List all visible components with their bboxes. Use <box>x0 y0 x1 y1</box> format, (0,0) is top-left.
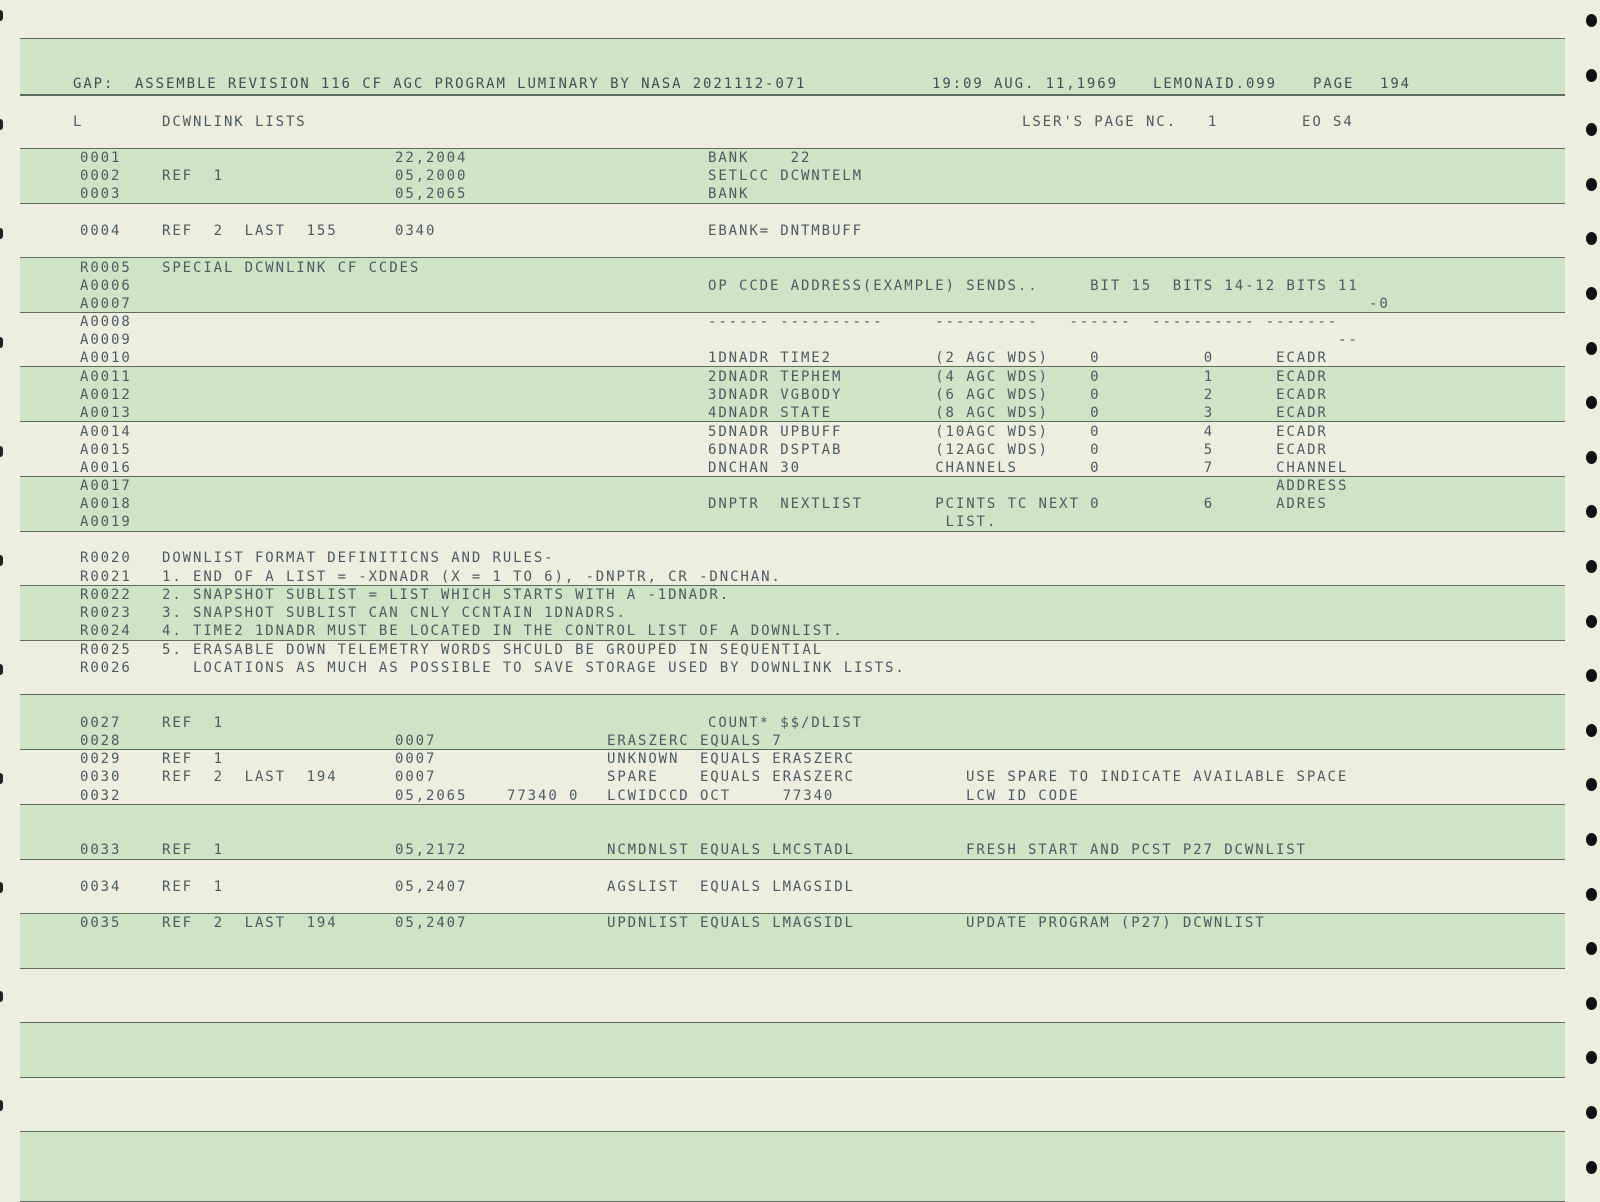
address: 0007 <box>395 769 437 785</box>
line-number: A0016 <box>80 460 132 476</box>
edge-mark-icon <box>0 882 3 893</box>
statement: 4DNADR STATE (8 AGC WDS) 0 3 ECADR <box>708 405 1328 421</box>
punch-hole-icon <box>1586 997 1597 1010</box>
line-number: A0015 <box>80 442 132 458</box>
ref-field: REF 1 <box>162 751 224 767</box>
header-title: GAP: ASSEMBLE REVISION 116 CF AGC PROGRAM LUMINARY BY NASA 2021112-071 <box>73 76 807 92</box>
line-number: A0018 <box>80 496 132 512</box>
statement: ERASZERC EQUALS 7 <box>607 733 783 749</box>
punch-hole-icon <box>1586 1051 1597 1064</box>
address: 05,2407 <box>395 915 468 931</box>
line-number: R0025 <box>80 642 132 658</box>
line-number: 0035 <box>80 915 122 931</box>
statement: ------ ---------- ---------- ------ ---------- ------- <box>708 314 1339 330</box>
line-number: A0009 <box>80 332 132 348</box>
line-number: A0019 <box>80 514 132 530</box>
line-number: 0034 <box>80 879 122 895</box>
punch-hole-icon <box>1586 615 1597 628</box>
rule-line <box>20 94 1565 95</box>
line-number: A0006 <box>80 278 132 294</box>
statement: 3DNADR VGBODY (6 AGC WDS) 0 2 ECADR <box>708 387 1328 403</box>
statement: 5DNADR UPBUFF (10AGC WDS) 0 4 ECADR <box>708 424 1328 440</box>
statement: -- <box>708 332 1359 348</box>
punch-hole-icon <box>1586 1106 1597 1119</box>
comment: FRESH START AND PCST P27 DCWNLIST <box>966 842 1307 858</box>
statement: SPARE EQUALS ERASZERC <box>607 769 855 785</box>
statement: 1DNADR TIME2 (2 AGC WDS) 0 0 ECADR <box>708 350 1328 366</box>
line-number: A0007 <box>80 296 132 312</box>
line-number: A0008 <box>80 314 132 330</box>
statement: OP CCDE ADDRESS(EXAMPLE) SENDS.. BIT 15 BITS 14-12 BITS 11 <box>708 278 1359 294</box>
ref-field: REF 1 <box>162 715 224 731</box>
statement: BANK 22 <box>708 150 812 166</box>
statement: LCWIDCCD OCT 77340 <box>607 788 835 804</box>
statement: UNKNOWN EQUALS ERASZERC <box>607 751 855 767</box>
punch-hole-icon <box>1586 396 1597 409</box>
comment: LCW ID CODE <box>966 788 1080 804</box>
ref-field: REF 1 <box>162 168 224 184</box>
address: 0340 <box>395 223 437 239</box>
statement: UPDNLIST EQUALS LMAGSIDL <box>607 915 855 931</box>
line-number: 0001 <box>80 150 122 166</box>
ref-field: 5. ERASABLE DOWN TELEMETRY WORDS SHCULD BE GROUPED IN SEQUENTIAL <box>162 642 824 658</box>
statement: SETLCC DCWNTELM <box>708 168 863 184</box>
punch-hole-icon <box>1586 942 1597 955</box>
address: 05,2407 <box>395 879 468 895</box>
line-number: 0002 <box>80 168 122 184</box>
line-number: 0027 <box>80 715 122 731</box>
subheader-code: L <box>73 114 84 130</box>
punch-hole-icon <box>1586 14 1597 27</box>
address: 05,2000 <box>395 168 468 184</box>
line-number: R0024 <box>80 623 132 639</box>
punch-hole-icon <box>1586 232 1597 245</box>
statement: AGSLIST EQUALS LMAGSIDL <box>607 879 855 895</box>
edge-mark-icon <box>0 228 3 239</box>
punch-hole-icon <box>1586 833 1597 846</box>
punch-hole-icon <box>1586 1161 1597 1174</box>
edge-mark-icon <box>0 337 3 348</box>
edge-mark-icon <box>0 446 3 457</box>
line-number: A0017 <box>80 478 132 494</box>
punch-hole-icon <box>1586 724 1597 737</box>
punch-hole-icon <box>1586 560 1597 573</box>
line-number: 0030 <box>80 769 122 785</box>
edge-mark-icon <box>0 555 3 566</box>
line-number: A0010 <box>80 350 132 366</box>
address: 05,2065 <box>395 186 468 202</box>
ref-field: 4. TIME2 1DNADR MUST BE LOCATED IN THE CONTROL LIST OF A DOWNLIST. <box>162 623 844 639</box>
ref-field: 3. SNAPSHOT SUBLIST CAN CNLY CCNTAIN 1DNADRS. <box>162 605 627 621</box>
green-band <box>20 1022 1565 1078</box>
edge-mark-icon <box>0 10 3 21</box>
statement: ADDRESS <box>708 478 1349 494</box>
punch-hole-icon <box>1586 451 1597 464</box>
object-code: 77340 0 <box>507 788 580 804</box>
ref-field: REF 1 <box>162 879 224 895</box>
edge-mark-icon <box>0 119 3 130</box>
line-number: 0004 <box>80 223 122 239</box>
statement: -0 <box>708 296 1390 312</box>
ref-field: LOCATIONS AS MUCH AS POSSIBLE TO SAVE STORAGE USED BY DOWNLINK LISTS. <box>162 660 906 676</box>
line-number: A0013 <box>80 405 132 421</box>
statement: 2DNADR TEPHEM (4 AGC WDS) 0 1 ECADR <box>708 369 1328 385</box>
punch-hole-icon <box>1586 287 1597 300</box>
edge-mark-icon <box>0 773 3 784</box>
line-number: R0021 <box>80 569 132 585</box>
statement: DNCHAN 30 CHANNELS 0 7 CHANNEL <box>708 460 1349 476</box>
punch-hole-icon <box>1586 69 1597 82</box>
line-number: R0023 <box>80 605 132 621</box>
punch-hole-icon <box>1586 123 1597 136</box>
punch-hole-icon <box>1586 778 1597 791</box>
line-number: A0011 <box>80 369 132 385</box>
address: 22,2004 <box>395 150 468 166</box>
statement: COUNT* $$/DLIST <box>708 715 863 731</box>
ref-field: REF 2 LAST 194 <box>162 915 338 931</box>
address: 0007 <box>395 733 437 749</box>
line-number: 0033 <box>80 842 122 858</box>
ref-field: 1. END OF A LIST = -XDNADR (X = 1 TO 6), -DNPTR, CR -DNCHAN. <box>162 569 782 585</box>
ref-field: SPECIAL DCWNLINK CF CCDES <box>162 260 421 276</box>
line-number: 0029 <box>80 751 122 767</box>
line-number: R0026 <box>80 660 132 676</box>
punch-hole-icon <box>1586 669 1597 682</box>
ref-field: 2. SNAPSHOT SUBLIST = LIST WHICH STARTS WITH A -1DNADR. <box>162 587 731 603</box>
line-number: R0005 <box>80 260 132 276</box>
address: 05,2172 <box>395 842 468 858</box>
ref-field: REF 2 LAST 155 <box>162 223 338 239</box>
line-number: R0020 <box>80 550 132 566</box>
line-number: 0032 <box>80 788 122 804</box>
edge-mark-icon <box>0 1100 3 1111</box>
address: 05,2065 <box>395 788 468 804</box>
edge-mark-icon <box>0 991 3 1002</box>
line-number: A0014 <box>80 424 132 440</box>
ref-field: DOWNLIST FORMAT DEFINITICNS AND RULES- <box>162 550 555 566</box>
statement: DNPTR NEXTLIST PCINTS TC NEXT 0 6 ADRES <box>708 496 1328 512</box>
user-page-number: LSER'S PAGE NC. 1 <box>1022 114 1219 130</box>
address: 0007 <box>395 751 437 767</box>
green-band <box>20 1131 1565 1202</box>
ref-field: REF 1 <box>162 842 224 858</box>
statement: EBANK= DNTMBUFF <box>708 223 863 239</box>
header-datetime: 19:09 AUG. 11,1969 <box>932 76 1118 92</box>
punch-hole-icon <box>1586 178 1597 191</box>
header-page-number: 194 <box>1380 76 1411 92</box>
comment: USE SPARE TO INDICATE AVAILABLE SPACE <box>966 769 1349 785</box>
line-number: R0022 <box>80 587 132 603</box>
line-number: A0012 <box>80 387 132 403</box>
ref-field: REF 2 LAST 194 <box>162 769 338 785</box>
edge-mark-icon <box>0 664 3 675</box>
punch-hole-icon <box>1586 888 1597 901</box>
header-page-label: PAGE <box>1313 76 1355 92</box>
line-number: 0003 <box>80 186 122 202</box>
punch-hole-icon <box>1586 505 1597 518</box>
eo-code: EO S4 <box>1302 114 1354 130</box>
section-title: DCWNLINK LISTS <box>162 114 307 130</box>
statement: NCMDNLST EQUALS LMCSTADL <box>607 842 855 858</box>
statement: LIST. <box>708 514 998 530</box>
comment: UPDATE PROGRAM (P27) DCWNLIST <box>966 915 1266 931</box>
statement: BANK <box>708 186 750 202</box>
header-source: LEMONAID.099 <box>1153 76 1277 92</box>
statement: 6DNADR DSPTAB (12AGC WDS) 0 5 ECADR <box>708 442 1328 458</box>
punch-hole-icon <box>1586 342 1597 355</box>
line-number: 0028 <box>80 733 122 749</box>
